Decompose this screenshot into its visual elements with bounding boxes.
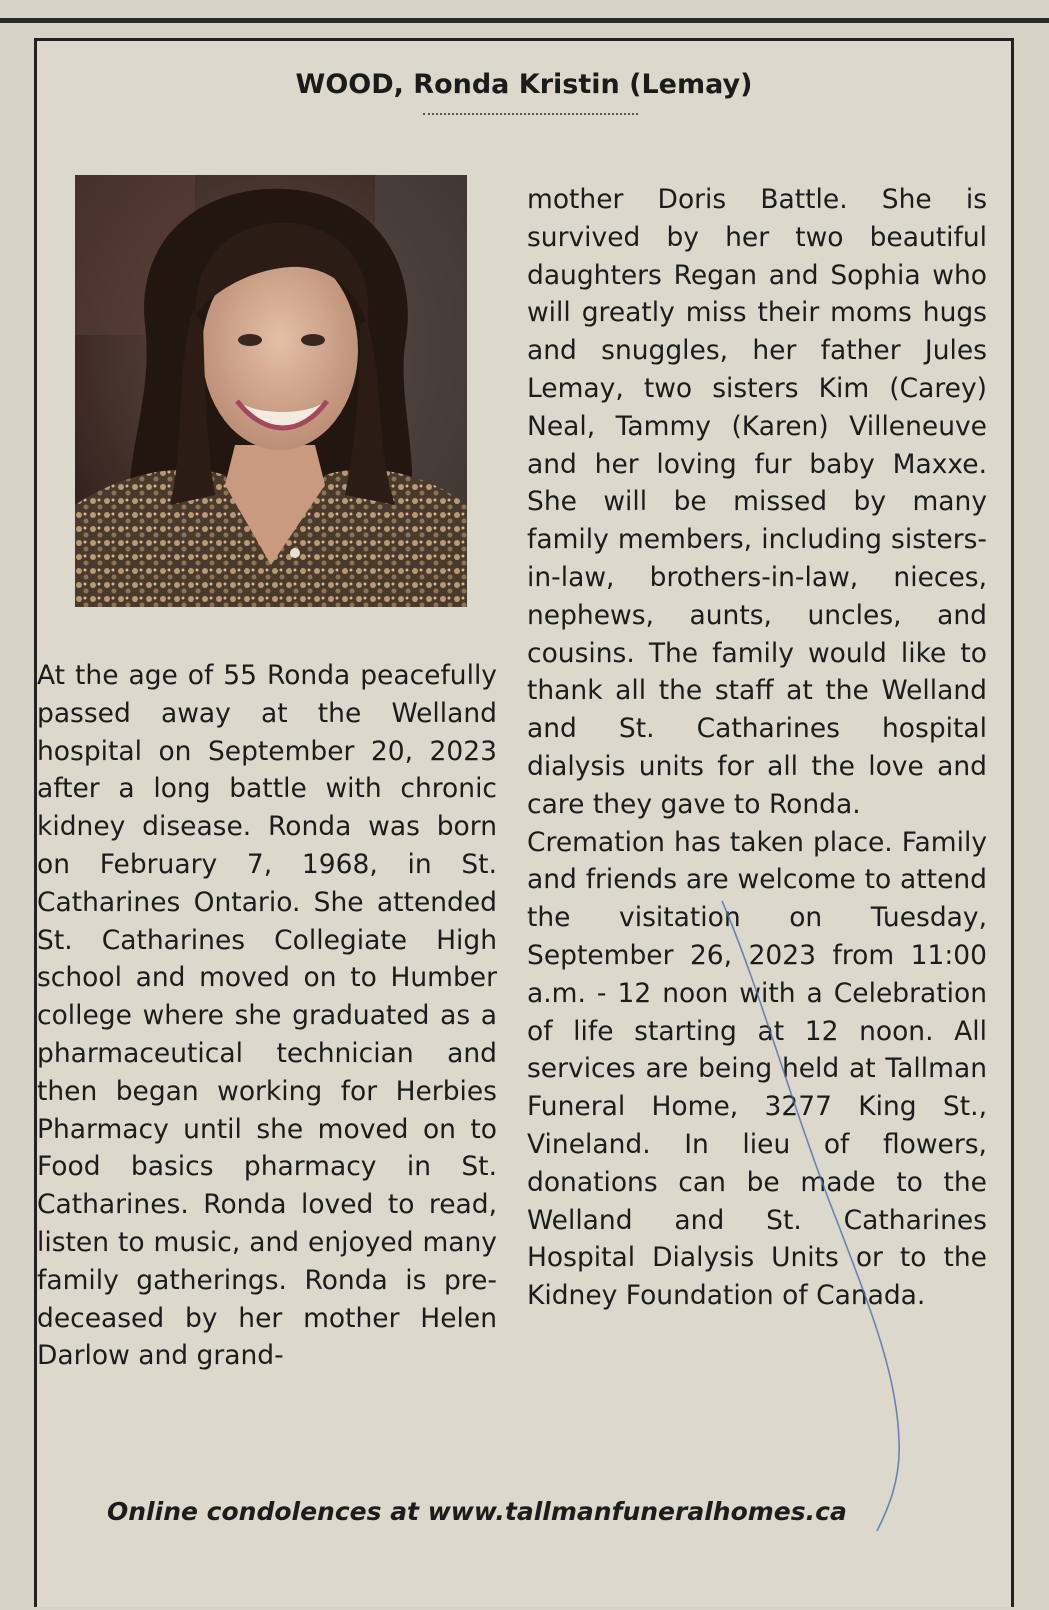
condolences-footer: Online condolences at www.tallmanfuneralhomes.ca (107, 1497, 847, 1526)
portrait-photo (75, 175, 467, 607)
top-rule (0, 18, 1049, 23)
obituary-paragraph-3: Cremation has taken place. Family and friends are welcome to attend the visitation on Tuesday, September 26, 2023 from 11:00 a.m. - 12 noon with a Celebration of life starting at 12 noon. All services are being held at Tallman Funeral Home, 3277 King St., Vineland. In lieu of flowers, donations can be made to the Welland and St. Catharines Hospital Dialysis Units or to the Kidney Foundation of Canada. (527, 826, 987, 1312)
obituary-paragraph-1: At the age of 55 Ronda peacefully passed away at the Welland hospital on September 20, 2023 after a long battle with chronic kidney disease. Ronda was born on February 7, 1968, in St. Catharines Ontario. She attended St. Catharines Collegiate High school and moved on to Humber college where she graduated as a pharmaceutical technician and then began working for Herbies Pharmacy until she moved on to Food basics pharmacy in St. Catharines. Ronda loved to read, listen to music, and enjoyed many family gatherings. Ronda is pre-deceased by her mother Helen Darlow and grand- (37, 660, 497, 1372)
portrait-photo-icon (75, 175, 467, 607)
obituary-frame (34, 38, 1014, 1607)
obituary-column-left (37, 657, 497, 1375)
obituary-paragraph-2: mother Doris Battle. She is survived by her two beautiful daughters Regan and Sophia who will greatly miss their moms hugs and snuggles, her father Jules Lemay, two sisters Kim (Carey) Neal, Tammy (Karen) Villeneuve and her loving fur baby Maxxe. She will be missed by many family members, including sisters-in-law, brothers-in-law, nieces, nephews, aunts, uncles, and cousins. The family would like to thank all the staff at the Welland and St. Catharines hospital dialysis units for all the love and care they gave to Ronda. (527, 184, 987, 820)
obituary-title: WOOD, Ronda Kristin (Lemay) (295, 69, 753, 100)
obituary-column-right (527, 181, 987, 1315)
title-underline (423, 113, 638, 115)
